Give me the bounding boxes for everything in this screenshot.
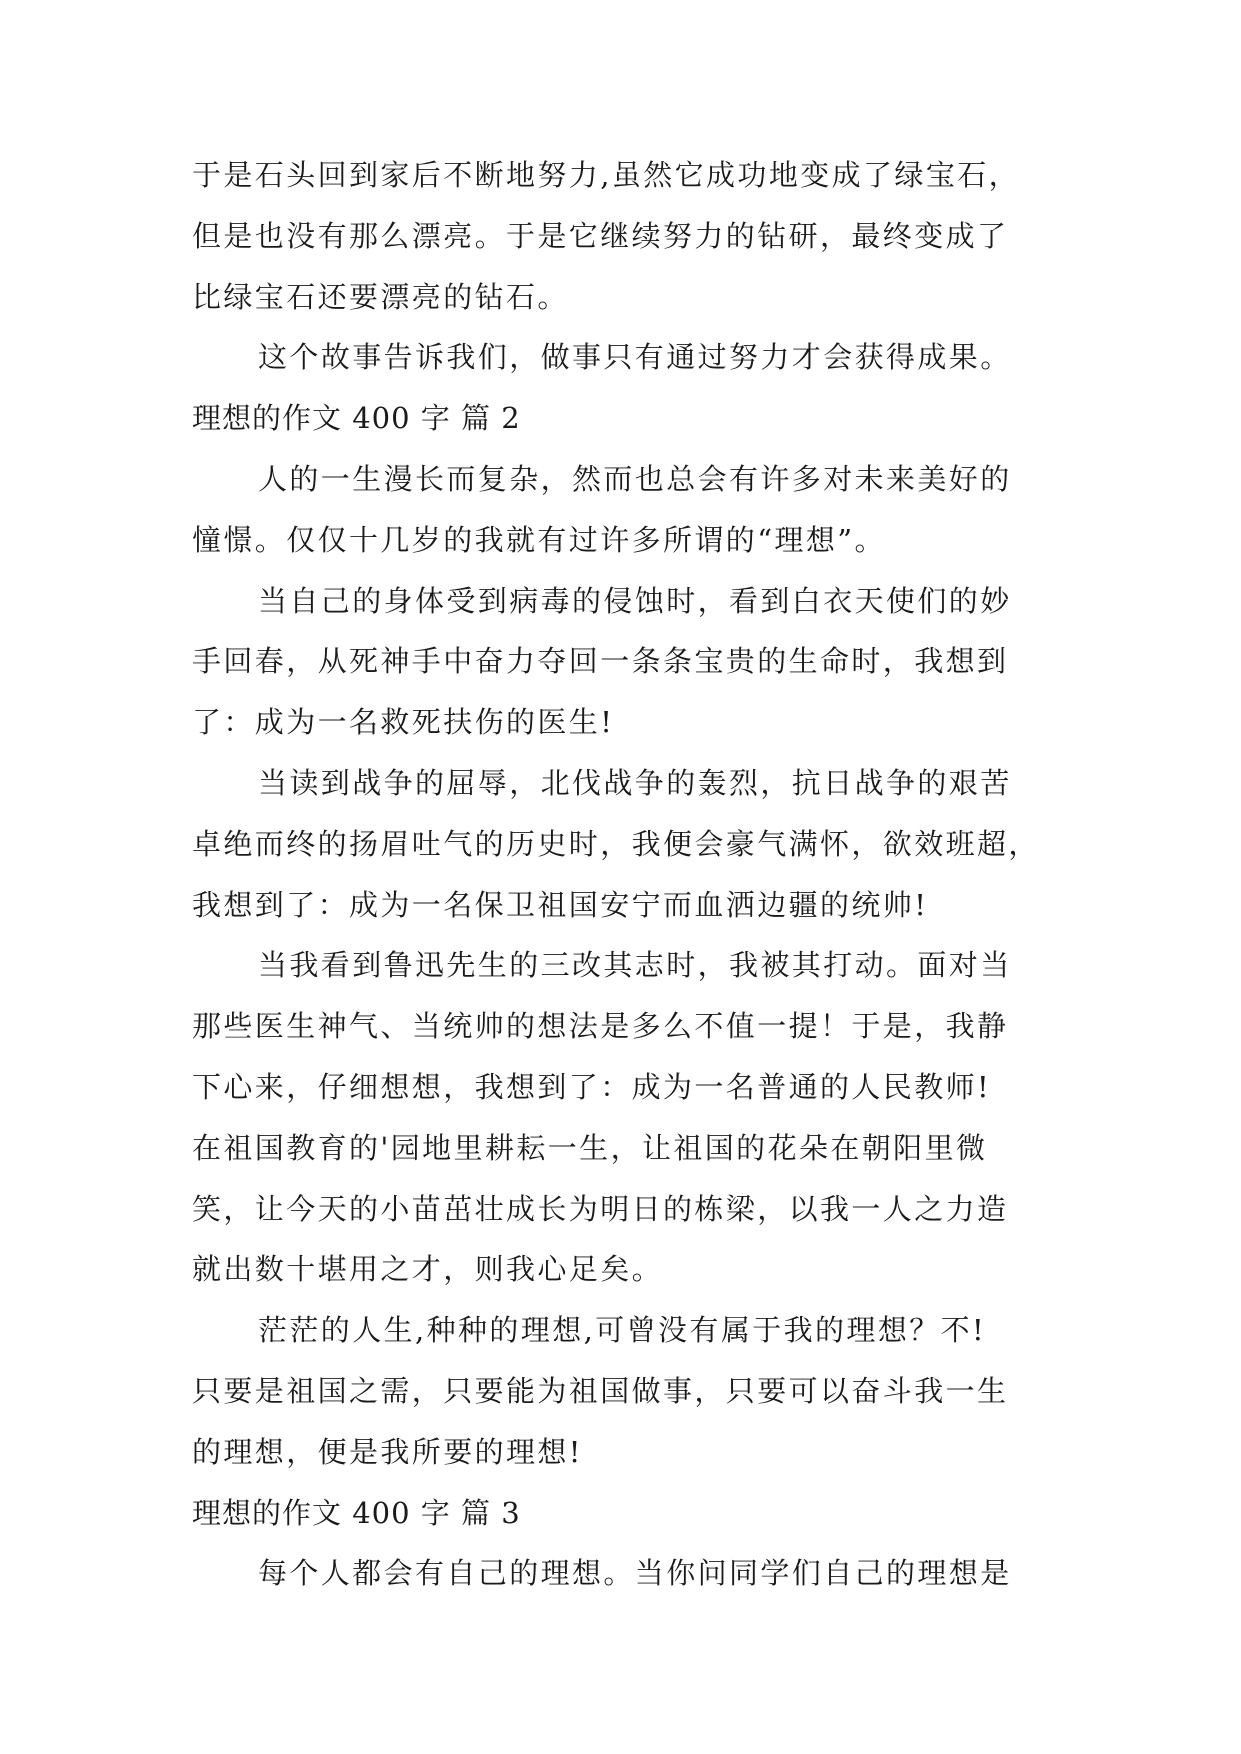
paragraph-line: 憧憬。仅仅十几岁的我就有过许多所谓的“理想”。 <box>192 522 886 557</box>
section-heading-3: 理想的作文 400 字 篇 3 <box>192 1495 521 1530</box>
section-heading-2: 理想的作文 400 字 篇 2 <box>192 401 521 436</box>
paragraph-line: 就出数十堪用之才，则我心足矣。 <box>192 1252 664 1287</box>
paragraph-line: 人的一生漫长而复杂，然而也总会有许多对未来美好的 <box>258 461 1012 496</box>
paragraph-line: 卓绝而终的扬眉吐气的历史时，我便会豪气满怀，欲效班超， <box>192 826 1040 861</box>
paragraph-line: 比绿宝石还要漂亮的钻石。 <box>192 279 569 314</box>
paragraph-line: 但是也没有那么漂亮。于是它继续努力的钻研，最终变成了 <box>192 218 1009 253</box>
paragraph-line: 在祖国教育的'园地里耕耘一生，让祖国的花朵在朝阳里微 <box>192 1130 988 1165</box>
paragraph-line: 手回春，从死神手中奋力夺回一条条宝贵的生命时，我想到 <box>192 644 1009 679</box>
paragraph-line: 当自己的身体受到病毒的侵蚀时，看到白衣天使们的妙 <box>258 583 1012 618</box>
paragraph-line: 当我看到鲁迅先生的三改其志时，我被其打动。面对当 <box>258 948 1012 983</box>
paragraph-line: 茫茫的人生,种种的理想,可曾没有属于我的理想？不! <box>258 1313 987 1348</box>
document-page <box>192 145 1092 1604</box>
paragraph-line: 了：成为一名救死扶伤的医生! <box>192 705 615 740</box>
paragraph-line: 当读到战争的屈辱，北伐战争的轰烈，抗日战争的艰苦 <box>258 765 1012 800</box>
paragraph-line: 每个人都会有自己的理想。当你问同学们自己的理想是 <box>258 1556 1012 1591</box>
paragraph-line: 下心来，仔细想想，我想到了：成为一名普通的人民教师! <box>192 1069 992 1104</box>
paragraph-line: 只要是祖国之需，只要能为祖国做事，只要可以奋斗我一生 <box>192 1373 1009 1408</box>
paragraph-line: 这个故事告诉我们，做事只有通过努力才会获得成果。 <box>258 340 1012 375</box>
paragraph-line: 的理想，便是我所要的理想! <box>192 1434 583 1469</box>
paragraph-line: 于是石头回到家后不断地努力,虽然它成功地变成了绿宝石， <box>192 158 1021 192</box>
paragraph-line: 那些医生神气、当统帅的想法是多么不值一提！于是，我静 <box>192 1009 1009 1044</box>
paragraph-line: 我想到了：成为一名保卫祖国安宁而血洒边疆的统帅! <box>192 887 929 922</box>
paragraph-line: 笑，让今天的小苗茁壮成长为明日的栋梁，以我一人之力造 <box>192 1191 1009 1226</box>
